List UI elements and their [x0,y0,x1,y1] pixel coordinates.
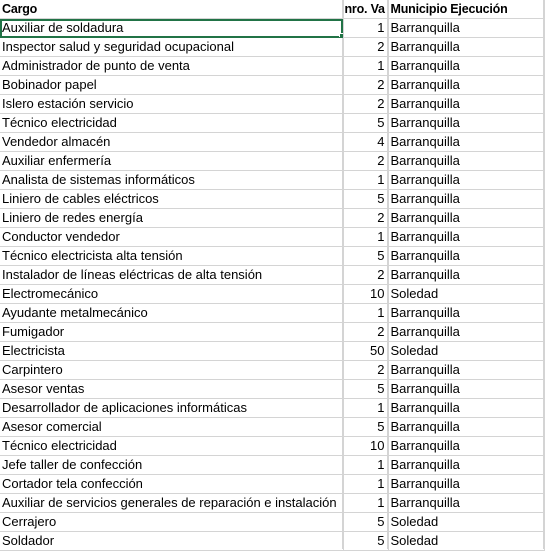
cell-municipio[interactable]: Soledad [388,513,544,532]
cell-municipio[interactable]: Barranquilla [388,19,544,38]
table-row [0,114,544,133]
cell-nro-vacantes[interactable]: 2 [343,152,388,171]
header-cargo[interactable]: Cargo [0,0,343,19]
table-row [0,19,544,38]
table-row [0,95,544,114]
cell-nro-vacantes[interactable]: 50 [343,342,388,361]
table-row [0,418,544,437]
cell-cargo[interactable]: Técnico electricidad [0,437,343,456]
cell-nro-vacantes[interactable]: 10 [343,437,388,456]
cell-municipio[interactable]: Barranquilla [388,437,544,456]
cell-municipio[interactable]: Barranquilla [388,228,544,247]
table-row [0,209,544,228]
cell-municipio[interactable]: Barranquilla [388,418,544,437]
table-row [0,361,544,380]
table-row [0,513,544,532]
table-row [0,228,544,247]
cell-municipio[interactable]: Barranquilla [388,323,544,342]
cell-nro-vacantes[interactable]: 1 [343,228,388,247]
table-row [0,76,544,95]
cell-cargo[interactable]: Instalador de líneas eléctricas de alta tensión [0,266,343,285]
cell-nro-vacantes[interactable]: 2 [343,361,388,380]
cell-nro-vacantes[interactable]: 1 [343,475,388,494]
cell-cargo[interactable]: Soldador [0,532,343,551]
cell-municipio[interactable]: Barranquilla [388,76,544,95]
cell-nro-vacantes[interactable]: 5 [343,418,388,437]
cell-cargo[interactable]: Auxiliar enfermería [0,152,343,171]
header-municipio[interactable]: Municipio Ejecución [388,0,544,19]
table-row [0,342,544,361]
cell-cargo[interactable]: Liniero de redes energía [0,209,343,228]
cell-nro-vacantes[interactable]: 5 [343,190,388,209]
table-row [0,247,544,266]
table-row [0,57,544,76]
cell-nro-vacantes[interactable]: 2 [343,209,388,228]
cell-nro-vacantes[interactable]: 5 [343,532,388,551]
cell-cargo[interactable]: Vendedor almacén [0,133,343,152]
table-row [0,532,544,551]
cell-cargo[interactable]: Electromecánico [0,285,343,304]
cell-municipio[interactable]: Barranquilla [388,190,544,209]
header-row [0,0,544,19]
cell-nro-vacantes[interactable]: 1 [343,304,388,323]
cell-nro-vacantes[interactable]: 4 [343,133,388,152]
cell-municipio[interactable]: Soledad [388,285,544,304]
cell-nro-vacantes[interactable]: 1 [343,494,388,513]
cell-nro-vacantes[interactable]: 5 [343,247,388,266]
table-row [0,190,544,209]
cell-municipio[interactable]: Barranquilla [388,266,544,285]
cell-municipio[interactable]: Soledad [388,532,544,551]
cell-nro-vacantes[interactable]: 2 [343,76,388,95]
cell-municipio[interactable]: Barranquilla [388,57,544,76]
cell-municipio[interactable]: Barranquilla [388,133,544,152]
cell-cargo[interactable]: Administrador de punto de venta [0,57,343,76]
cell-cargo[interactable]: Bobinador papel [0,76,343,95]
cell-municipio[interactable]: Barranquilla [388,494,544,513]
cell-nro-vacantes[interactable]: 5 [343,380,388,399]
table-row [0,285,544,304]
cell-cargo[interactable]: Electricista [0,342,343,361]
cell-nro-vacantes[interactable]: 2 [343,95,388,114]
cell-municipio[interactable]: Barranquilla [388,171,544,190]
table-row [0,133,544,152]
cell-cargo[interactable]: Técnico electricista alta tensión [0,247,343,266]
cell-nro-vacantes[interactable]: 2 [343,323,388,342]
cell-cargo[interactable]: Carpintero [0,361,343,380]
cell-cargo[interactable]: Islero estación servicio [0,95,343,114]
cell-municipio[interactable]: Barranquilla [388,399,544,418]
table-row [0,152,544,171]
cell-municipio[interactable]: Barranquilla [388,475,544,494]
cell-nro-vacantes[interactable]: 2 [343,38,388,57]
cell-municipio[interactable]: Barranquilla [388,209,544,228]
cell-municipio[interactable]: Barranquilla [388,304,544,323]
cell-cargo[interactable]: Jefe taller de confección [0,456,343,475]
table-row [0,304,544,323]
cell-nro-vacantes[interactable]: 1 [343,57,388,76]
cell-municipio[interactable]: Barranquilla [388,361,544,380]
cell-municipio[interactable]: Barranquilla [388,247,544,266]
cell-cargo[interactable]: Cerrajero [0,513,343,532]
cell-cargo[interactable]: Fumigador [0,323,343,342]
table-row [0,171,544,190]
table-row [0,437,544,456]
cell-nro-vacantes[interactable]: 1 [343,19,388,38]
cell-cargo[interactable]: Auxiliar de soldadura [0,19,343,38]
cell-cargo[interactable]: Asesor ventas [0,380,343,399]
cell-cargo[interactable]: Liniero de cables eléctricos [0,190,343,209]
table-row [0,494,544,513]
table-row [0,380,544,399]
cell-cargo[interactable]: Conductor vendedor [0,228,343,247]
cell-cargo[interactable]: Inspector salud y seguridad ocupacional [0,38,343,57]
cell-nro-vacantes[interactable]: 2 [343,266,388,285]
table-row [0,323,544,342]
table-row [0,456,544,475]
table-row [0,38,544,57]
header-nro-vacantes[interactable]: nro. Va [343,0,388,19]
table-row [0,475,544,494]
table-row [0,399,544,418]
cell-nro-vacantes[interactable]: 1 [343,399,388,418]
cell-nro-vacantes[interactable]: 5 [343,114,388,133]
cell-cargo[interactable]: Asesor comercial [0,418,343,437]
cell-cargo[interactable]: Auxiliar de servicios generales de reparación e instalación [0,494,343,513]
cell-municipio[interactable]: Barranquilla [388,456,544,475]
cell-cargo[interactable]: Técnico electricidad [0,114,343,133]
cell-municipio[interactable]: Barranquilla [388,38,544,57]
cell-nro-vacantes[interactable]: 5 [343,513,388,532]
cell-nro-vacantes[interactable]: 1 [343,171,388,190]
cell-nro-vacantes[interactable]: 1 [343,456,388,475]
cell-cargo[interactable]: Analista de sistemas informáticos [0,171,343,190]
cell-nro-vacantes[interactable]: 10 [343,285,388,304]
cell-cargo[interactable]: Cortador tela confección [0,475,343,494]
cell-cargo[interactable]: Desarrollador de aplicaciones informáticas [0,399,343,418]
cell-municipio[interactable]: Barranquilla [388,114,544,133]
cell-municipio[interactable]: Barranquilla [388,380,544,399]
table-row [0,266,544,285]
cell-cargo[interactable]: Ayudante metalmecánico [0,304,343,323]
cell-municipio[interactable]: Barranquilla [388,152,544,171]
cell-municipio[interactable]: Soledad [388,342,544,361]
cell-municipio[interactable]: Barranquilla [388,95,544,114]
